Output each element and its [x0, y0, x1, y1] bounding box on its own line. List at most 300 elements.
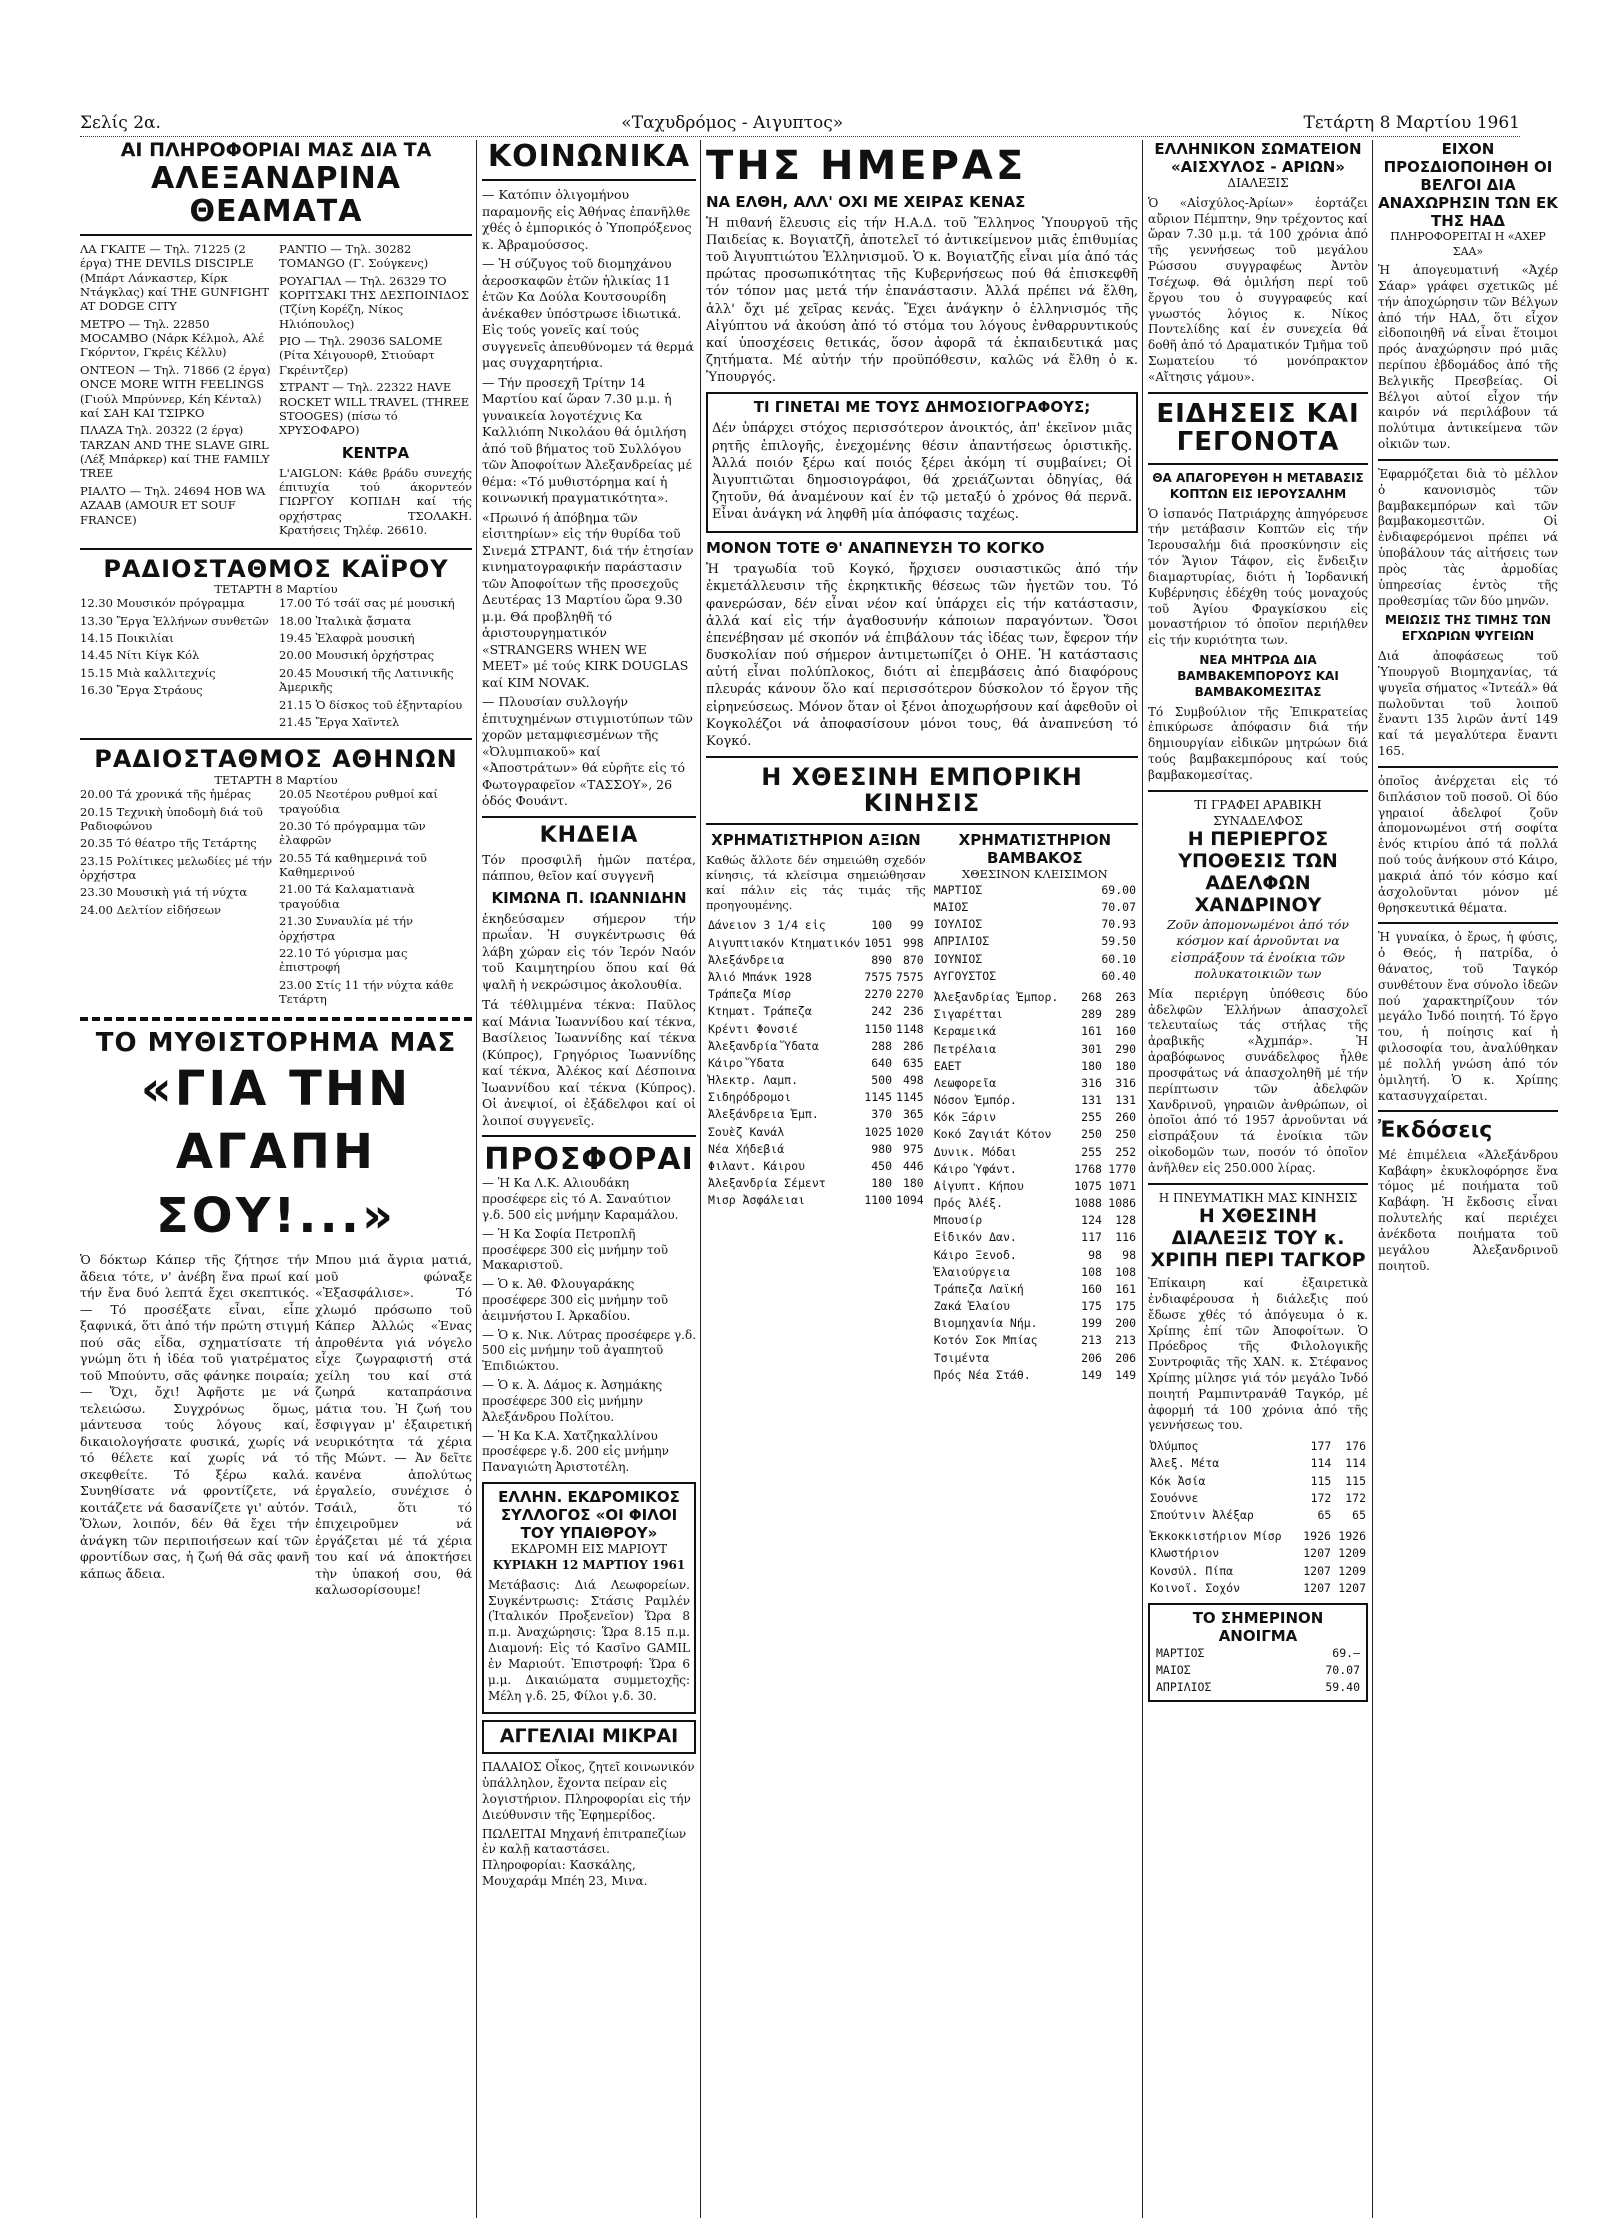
cotton-row — [932, 951, 1138, 968]
row-value: 2270 — [864, 987, 893, 1002]
stock-row — [706, 1038, 926, 1055]
row-value: 242 — [871, 1004, 893, 1019]
stock-row — [706, 1003, 926, 1020]
lead-headline: ΝΑ ΕΛΘΗ, ΑΛΛ' ΟΧΙ ΜΕ ΧΕΙΡΑΣ ΚΕΝΑΣ — [706, 192, 1026, 211]
row-label: Ἀλεξανδρία Ὕδατα — [708, 1038, 819, 1053]
arab-text: Μία περιέργη ὑπόθεσις δύο ἀδελφῶν Ἑλλήνων ἀπασχολεῖ τελευταίως τάς στήλας τῆς ἀραβικῆς «Ἀχμπάρ». Ἡ ἀραβόφωνος συνάδελφος ἦλθε προσφάτως νά ἀπασχοληθῆ μέ τήν περίπτωσιν τῶν ἀδελφῶν Χανδρινοῦ, γηραιῶν ἀνθρώπων, οἱ ὁποῖοι ἀπό τό 1957 ἀρνοῦνται νά εἰσπράξουν τά ἐνοίκια τῶν οἰκοδομῶν των, ποσόν τό ὁποῖον ἀνῆλθεν εἰς 250.000 λίρας. — [1148, 986, 1368, 1175]
radio-program: 14.45 Νίτι Κίγκ Κόλ — [80, 648, 200, 663]
row-value: 98 — [1122, 1247, 1136, 1262]
row-value: 60.10 — [1101, 951, 1136, 966]
divider — [1378, 922, 1558, 924]
cotton-row — [932, 916, 1138, 933]
shares-table-2 — [1148, 1438, 1368, 1524]
stock-row — [706, 952, 926, 969]
share-row — [932, 1092, 1138, 1109]
row-value: 160 — [1081, 1281, 1102, 1296]
row-value: 252 — [1115, 1144, 1136, 1159]
row-value: 1770 — [1108, 1161, 1136, 1176]
row-value: 870 — [902, 952, 924, 967]
row-label: Κάιρο Ὑφάντ. — [933, 1161, 1017, 1176]
row-label: Σπούτνιν Ἀλέξαρ — [1150, 1507, 1254, 1522]
row-label: ΑΥΓΟΥΣΤΟΣ — [933, 968, 997, 983]
row-label: Αἰγυπτ. Κήπου — [933, 1178, 1024, 1193]
share-row — [932, 1298, 1138, 1315]
offers-heading: ΠΡΟΣΦΟΡΑΙ — [484, 1142, 694, 1178]
row-label: Νόσον Ἐμπόρ. — [933, 1093, 1017, 1108]
row-label: Κάιρο Ὕδατα — [708, 1055, 785, 1070]
commerce-heading: Η ΧΘΕΣΙΝΗ ΕΜΠΟΡΙΚΗ ΚΙΝΗΣΙΣ — [761, 763, 1083, 818]
row-value: 131 — [1115, 1093, 1136, 1108]
row-value: 114 — [1345, 1456, 1366, 1471]
share-row — [932, 1367, 1138, 1384]
divider — [482, 179, 696, 181]
divider — [1148, 463, 1368, 465]
divider — [1378, 1110, 1558, 1112]
divider — [80, 234, 472, 236]
share-row — [1148, 1563, 1368, 1580]
divider — [1148, 790, 1368, 792]
share-row — [932, 989, 1138, 1006]
column-news — [1148, 140, 1368, 2218]
radio-program: 23.15 Ρολίτικες μελωδίες μέ τήν ὀρχήστρα — [80, 853, 273, 882]
stock-row — [706, 1021, 926, 1038]
row-value: 70.07 — [1101, 900, 1136, 915]
row-label: Κόκ Ξάριν — [933, 1110, 997, 1125]
row-value: 115 — [1345, 1473, 1366, 1488]
row-label: Ζακά Ἐλαίου — [933, 1299, 1010, 1314]
share-row — [932, 1195, 1138, 1212]
row-value: 1145 — [864, 1090, 893, 1105]
classifieds-heading: ΑΓΓΕΛΙΑΙ ΜΙΚΡΑΙ — [499, 1725, 679, 1748]
row-value: 289 — [1115, 1007, 1136, 1022]
shares-table — [932, 989, 1138, 1384]
journalists-headline: ΤΙ ΓΙΝΕΤΑΙ ΜΕ ΤΟΥΣ ΔΗΜΟΣΙΟΓΡΑΦΟΥΣ; — [753, 398, 1091, 417]
cinema-listing: ΡΙΟ — Τηλ. 29036 SALOME (Ρίτα Χέιγουορθ, Στιούαρτ Γκρέιντζερ) — [279, 334, 443, 377]
row-value: 180 — [1081, 1058, 1102, 1073]
offer-item: — Ἡ Κα Λ.Κ. Αλιουδάκη προσέφερε εἰς τό Α. Σαναύτιον γ.δ. 500 εἰς μνήμην Καραμάλου. — [482, 1176, 679, 1222]
row-value: 1150 — [864, 1021, 893, 1036]
classifieds-box — [482, 1720, 696, 1754]
funeral-heading: ΚΗΔΕΙΑ — [539, 822, 639, 848]
share-row — [1148, 1438, 1368, 1455]
radio-program: 21.00 Τά Καλαματιανὰ τραγούδια — [279, 882, 415, 911]
row-value: 59.40 — [1325, 1680, 1360, 1695]
row-label: Ἀλεξανδρία Σέμεντ — [708, 1176, 826, 1191]
row-value: 175 — [1115, 1299, 1136, 1314]
radio-program: 20.30 Τό πρόγραμμα τῶν ἐλαφρῶν — [279, 818, 426, 848]
row-label: Κεραμεικά — [933, 1024, 997, 1039]
row-value: 128 — [1115, 1213, 1136, 1228]
cinema-listings — [80, 242, 472, 542]
stocks-section — [706, 831, 926, 1384]
radio-cairo-schedule — [80, 596, 472, 732]
row-value: 365 — [902, 1107, 924, 1122]
row-label: Τσιμέντα — [933, 1350, 990, 1365]
divider — [1148, 392, 1368, 394]
row-value: 980 — [871, 1141, 893, 1156]
row-label: ΙΟΥΛΙΟΣ — [933, 917, 983, 932]
radio-cairo-right — [279, 596, 472, 732]
row-value: 255 — [1081, 1144, 1102, 1159]
stock-row — [706, 986, 926, 1003]
radio-cairo-day: ΤΕΤΑΡΤΗ 8 Μαρτίου — [214, 581, 338, 596]
row-value: 289 — [1081, 1007, 1102, 1022]
social-notes — [482, 187, 696, 810]
share-row — [1148, 1455, 1368, 1472]
offer-item: — Ὁ κ. Ἀθ. Φλουγαράκης προσέφερε 300 εἰς μνήμην τοῦ ἀειμνήστου Ι. Ἀρκαδίου. — [482, 1277, 668, 1323]
share-row — [932, 1126, 1138, 1143]
row-value: 635 — [902, 1055, 924, 1070]
row-label: ΜΑΙΟΣ — [933, 900, 969, 915]
row-value: 250 — [1081, 1127, 1102, 1142]
row-value: 149 — [1115, 1367, 1136, 1382]
arab-continued: ὁποῖος ἀνέρχεται εἰς τό διπλάσιον τοῦ ποσοῦ. Οἱ δύο γηραιοί ἀδελφοί ζοῦν ἀπομονωμένοι στή σοφίτα ἑνός κτιρίου ἀπό τά πολλά πού τούς ἀνήκουν στό Κάιρο, μακριά ἀπό τόν κόσμο καί ἀσχολοῦνται μόνον μέ θρησκευτικά θέματα. — [1378, 773, 1558, 915]
radio-program: 15.15 Μιὰ καλλιτεχνίς — [80, 665, 216, 680]
divider — [80, 738, 472, 740]
classified-ad: ΠΑΛΑΙΟΣ Οἶκος, ζητεῖ κοινωνικόν ὑπάλληλον, ἔχοντα πείραν εἰς λογιστήριον. Πληροφορίαι εἰς τήν Διεύθυνσιν τῆς Ἐφημερίδος. — [482, 1760, 695, 1822]
cinema-listing: ΡΑΝΤΙΟ — Τηλ. 30282 TOMANGO (Γ. Σούγκενς) — [279, 241, 429, 271]
row-value: 180 — [871, 1176, 893, 1191]
row-label: ΜΑΙΟΣ — [1156, 1663, 1191, 1678]
today-box — [1148, 1603, 1368, 1703]
books-heading: Ἐκδόσεις — [1378, 1118, 1493, 1144]
divider — [1148, 1183, 1368, 1185]
row-value: 2270 — [896, 987, 924, 1002]
cotton-row — [932, 933, 1138, 950]
row-value: 1209 — [1338, 1546, 1366, 1561]
row-value: 69.00 — [1101, 882, 1136, 897]
row-value: 1020 — [896, 1124, 924, 1139]
share-row — [932, 1041, 1138, 1058]
row-value: 206 — [1115, 1350, 1136, 1365]
cinema-listing: ΠΛΑΖΑ Τηλ. 20322 (2 έργα) TARZAN AND THE SLAVE GIRL (Λέξ Μπάρκερ) καί THE FAMILY TREE — [80, 423, 270, 481]
divider — [482, 1135, 696, 1137]
spirit-text: Ἐπίκαιρη καί ἐξαιρετικὰ ἐνδιαφέρουσα ἡ διάλεξις πού ἔδωσε χθές τό ἀπόγευμα ὁ κ. Χρίπης ἐπί τῶν Ἀποφοίτων. Ὁ Πρόεδρος τῆς Φιλολογικῆς Συντροφιᾶς τῆς ΧΑΝ. κ. Στέφανος Χρίπης μίλησε γιά τόν μεγάλο Ἰνδό ποιητή Ραμπιντρανάθ Ταγκόρ, μέ ἀφορμή τά 100 χρόνια ἀπό τῆς γεννήσεως του. — [1148, 1276, 1368, 1433]
row-value: 998 — [902, 935, 924, 950]
radio-program: 20.55 Τά καθημερινά τοῦ Καθημερινού — [279, 850, 427, 879]
excursion-box — [482, 1482, 696, 1714]
row-label: Σιγαρέτται — [933, 1007, 1003, 1022]
radio-program: 20.45 Μουσική τῆς Λατινικῆς Ἀμερικῆς — [279, 665, 454, 695]
row-label: Ἀλιό Μπάνκ 1928 — [708, 970, 812, 984]
social-note: — Κατόπιν ὀλιγομήνου παραμονῆς εἰς Ἀθήνας ἐπανῆλθε χθές ὁ ἐμπορικός ὁ Ὑποπρόξενος κ. Ἀβραμούσσος. — [482, 187, 692, 252]
row-value: 180 — [902, 1176, 924, 1191]
row-value: 161 — [1081, 1024, 1102, 1039]
row-value: 500 — [871, 1073, 893, 1088]
shows-headline: ΑΛΕΞΑΝΔΡΙΝΑ ΘΕΑΜΑΤΑ — [151, 160, 401, 229]
kentra-text: L'AIGLON: Κάθε βράδυ συνεχής έπιτυχία τού άκορντεόν ΓΙΩΡΓΟΥ ΚΟΠΙΔΗ καί τής ορχήστρας ΤΣΟΛΑΚΗ. Κρατήσεις Τηλέφ. 26610. — [279, 465, 472, 538]
radio-program: 20.15 Τεχνικὴ ὑποδομὴ διά τοῦ Ραδιοφώνου — [80, 804, 263, 833]
row-label: Ἀλεξάνδρεια Ἐμπ. — [708, 1107, 819, 1122]
society-sub: ΔΙΑΛΕΞΙΣ — [1227, 176, 1289, 190]
funeral-intro: Τόν προσφιλῆ ἡμῶν πατέρα, πάππου, θεῖον καί συγγενῆ — [482, 851, 696, 884]
today-heading: ΤΟ ΣΗΜΕΡΙΝΟΝ ΑΝΟΙΓΜΑ — [1192, 1608, 1324, 1645]
row-value: 263 — [1115, 990, 1136, 1004]
row-label: Κοινοῖ. Σοχόν — [1150, 1580, 1241, 1595]
divider — [1378, 766, 1558, 768]
radio-athens-left — [80, 787, 273, 1009]
share-row — [932, 1350, 1138, 1367]
cotton-section — [932, 831, 1138, 1384]
row-label: Τράπεζα Μίσρ — [708, 987, 792, 1002]
prices-text: Διά ἀποφάσεως τοῦ Ὑπουργοῦ Βιομηχανίας, τά ψυγεῖα σήματος «Ἰντεάλ» θά πωλοῦνται τοῦ λοιποῦ ἔναντι 135 λιρῶν ἀντί 149 καί τά μεγαλύτερα ἔναντι 165. — [1378, 649, 1558, 759]
row-label: Μπουσίρ — [933, 1213, 983, 1228]
row-value: 177 — [1310, 1439, 1332, 1454]
kogo-text: Ἡ τραγωδία τοῦ Κογκό, ἤρχισεν ουσιαστικῶς ἀπό τήν ἐκμετάλλευσιν τῆς ἐκρηκτικῆς θέσεως τῶν ἠγετῶν του. Τό φανερώσαν, δέν εἶναι νέον καί ὑπάρχει εἰς τήν κατάστασιν, ἀλλά καί εἰς τήν ἀγαθοσυνήν κάποιων παραγόντων. Ὅσοι ἐπενέβησαν μέ σκοπόν νά ἐπιβάλουν τάς ἰδέας των, ἔφερον τήν δυσκολίαν πού σήμερον ἀντιμετωπίζει ὁ ΟΗΕ. Ἡ κατάστασις αὐτή εἶναι πολύπλοκος, διότι αἱ ἐπεμβάσεις ἀπό διαφόρους πλευράς κάνουν ὅλο καί περισσότερον δύσκολον τό ἔργον τῆς εἰρηνεύσεως. Μόνον ὅταν οἱ ξένοι ἀποχωρήσουν καί ἀφεθοῦν οἱ Κογκολέζοι νά ἀποφασίσουν μόνοι τους, θά ἀναπνεύση τό Κογκό. — [706, 562, 1138, 749]
row-label: Ἀλεξανδρίας Ἐμπορ. — [933, 990, 1059, 1004]
column-rule — [1142, 140, 1143, 2218]
share-row — [1148, 1545, 1368, 1562]
row-label: ΜΑΡΤΙΟΣ — [933, 882, 983, 897]
row-value: 175 — [1081, 1299, 1102, 1314]
today-row — [1154, 1645, 1362, 1662]
radio-program: 23.00 Στίς 11 τήν νύχτα κάθε Τετάρτη — [279, 977, 454, 1006]
radio-program: 19.45 Ἐλαφρὰ μουσική — [279, 631, 415, 646]
radio-program: 21.45 Ἔργα Χαϊντελ — [279, 714, 400, 729]
row-label: Μισρ Ἀσφάλειαι — [708, 1193, 805, 1208]
row-value: 213 — [1081, 1333, 1102, 1348]
news2-headline: ΝΕΑ ΜΗΤΡΩΑ ΔΙΑ ΒΑΜΒΑΚΕΜΠΟΡΟΥΣ ΚΑΙ ΒΑΜΒΑΚΟΜΕΣΙΤΑΣ — [1177, 653, 1339, 699]
market-tables — [706, 831, 1138, 1384]
row-value: 316 — [1081, 1075, 1102, 1090]
row-value: 108 — [1115, 1264, 1136, 1279]
row-value: 213 — [1115, 1333, 1136, 1348]
offer-item: — Ὁ κ. Ἀ. Δάμος κ. Ἀσημάκης προσέφερε 300 εἰς μνήμην Ἀλεξάνδρου Πολίτου. — [482, 1378, 663, 1424]
novel-text-left: Ὁ δόκτωρ Κάπερ τῆς ζήτησε τήν ἄδεια τότε, ν' ἀνέβη ἕνα πρωί καί τήν ἔνα δυό λεπτά ἔχει σκεπτικός. — Τό προσέξατε εἶναι, εἶπε ξαφνικά, ὅτι ἀπό τήν πρώτη στιγμή πού σᾶς εἶδα, σχηματίσατε τή γνώμη ὅτι ἡ ἰδέα τοῦ γιατρέματος τοῦ Μπούντυ, σᾶς φάνηκε ποιραία; — Ὄχι, ὄχι! Ἀφῆστε με νά τελειώσω. Συγχρόνως ὅμως, μάντευσα τούς λόγους καί, δικαιολογήσατε φυσικά, χωρίς νά τό θέλετε καί χωρίς νά τό σκεφθείτε. Τό ξέρω καλά. Συνηθίσατε νά φροντίζετε, νά κοιτάζετε νά δασανίζετε γι' αὐτόν. Ὅλων, λοιπόν, δέν θά ἔχει τήν ἀνάγκη τῶν περιποιήσεων καί τῶν φροντίδων σας, ἡ ζωή θά σᾶς φανῆ κάπως ἄδεια. — [80, 1252, 310, 1581]
row-value: 316 — [1115, 1075, 1136, 1090]
row-value: 108 — [1081, 1264, 1102, 1279]
row-value: 236 — [902, 1004, 924, 1019]
row-value: 115 — [1310, 1473, 1332, 1488]
shows-kicker: ΑΙ ΠΛΗΡΟΦΟΡΙΑΙ ΜΑΣ ΔΙΑ ΤΑ — [120, 140, 432, 161]
radio-program: 23.30 Μουσικὴ γιά τή νύχτα — [80, 885, 248, 900]
stock-row — [706, 1175, 926, 1192]
row-value: 7575 — [864, 970, 893, 984]
row-value: 172 — [1310, 1490, 1332, 1505]
row-value: 99 — [909, 918, 924, 933]
stock-row — [706, 1141, 926, 1158]
share-row — [932, 1178, 1138, 1195]
offers-list — [482, 1176, 696, 1476]
radio-program: 16.30 Ἔργα Στράους — [80, 683, 203, 698]
row-label: Αιγυπτιακόν Κτηματικόν — [708, 935, 861, 950]
row-value: 65 — [1352, 1507, 1366, 1522]
stocks-table — [706, 917, 926, 1209]
radio-program: 18.00 Ἰταλικὰ ᾄσματα — [279, 613, 412, 628]
excursion-date: ΚΥΡΙΑΚΗ 12 ΜΑΡΤΙΟΥ 1961 — [492, 1557, 686, 1572]
radio-cairo-heading: ΡΑΔΙΟΣΤΑΘΜΟΣ ΚΑΪΡΟΥ — [103, 554, 449, 583]
news-continued: Ἐφαρμόζεται διὰ τὸ μέλλον ὁ κανονισμὸς τῶν βαμβακεμπόρων καὶ τῶν βαμβακομεσιτῶν. Οἱ ἐνδιαφερόμενοι πρέπει νά ὑποβάλουν τάς αἰτήσεις των πρὸς τὰς ἀρμοδίας ὑπηρεσίας ἐντὸς τῆς προθεσμίας τῶν δύο μηνῶν. — [1378, 466, 1558, 608]
share-row — [932, 1109, 1138, 1126]
row-value: 70.93 — [1101, 917, 1136, 932]
row-value: 131 — [1081, 1093, 1102, 1108]
row-value: 1926 — [1338, 1529, 1366, 1544]
belgians-text: Ἡ ἀπογευματινή «Ἀχέρ Σάαρ» γράφει σχετικῶς μέ τήν ἀποχώρησιν τῶν Βέλγων ἀπό τήν ΗΑΔ, ὅτι εἶχον εἰδοποιηθῆ νά εἶναι ἕτοιμοι πρός ἀναχώρησιν πρό μιᾶς περίπου ἐβδομάδος ἀπό τῆς Βελγικῆς Πρεσβείας. Οἱ Βέλγοι αὐτοί εἶχον τήν καιρόν νά περιλάβουν τά πολύτιμα ἀντικείμενα τῶν οἰκιῶν των. — [1378, 263, 1558, 452]
offer-item: — Ἡ Κα Κ.Α. Χατζηκαλλίνου προσέφερε γ.δ. 200 εἰς μνήμην Παναγιώτη Ἀριστοτέλη. — [482, 1428, 669, 1475]
radio-athens-heading: ΡΑΔΙΟΣΤΑΘΜΟΣ ΑΘΗΝΩΝ — [94, 745, 458, 774]
society-heading: ΕΛΛΗΝΙΚΟΝ ΣΩΜΑΤΕΙΟΝ «ΑΙΣΧΥΛΟΣ - ΑΡΙΩΝ» — [1154, 140, 1362, 176]
row-label: ΜΑΡΤΙΟΣ — [1156, 1645, 1205, 1660]
cotton-row — [932, 899, 1138, 916]
row-label: Λεωφορεῖα — [933, 1075, 997, 1090]
share-row — [1148, 1528, 1368, 1545]
row-value: 1025 — [864, 1124, 893, 1139]
row-value: 65 — [1317, 1507, 1332, 1522]
row-value: 161 — [1115, 1281, 1136, 1296]
row-label: Φιλαντ. Κάιρου — [708, 1158, 805, 1173]
cotton-heading: ΧΡΗΜΑΤΙΣΤΗΡΙΟΝ ΒΑΜΒΑΚΟΣ — [958, 830, 1112, 867]
stock-row — [706, 1124, 926, 1141]
kentra-heading: ΚΕΝΤΡΑ — [341, 443, 410, 462]
cinema-listing: ΡΙΑΛΤΟ — Τηλ. 24694 HOB WA AZAAB (AMOUR ET SOUF FRANCE) — [80, 483, 266, 527]
classifieds-list — [482, 1760, 696, 1890]
funeral-family: Τά τέθλιμμένα τέκνα: Παῦλος καί Μάνια Ἰωαννίδου καί τέκνα, Βασίλειος Ἰωαννίδης καί τέκνα (Κύπρος), Γρηγόριος Ἰωαννίδης καί τέκνα, Ἀλέκος καί Δέσποινα Ἰωαννίδου καί τέκνα (Κύπρος). Οἱ ἀνεψιοί, οἱ ἐξάδελφοι καί οἱ λοιποί συγγενεῖς. — [482, 997, 696, 1128]
lead-text: Ἡ πιθανή ἔλευσις εἰς τήν Η.Α.Δ. τοῦ Ἕλληνος Ὑπουργοῦ τῆς Παιδείας κ. Βογιατζῆ, ἀποτελεῖ τό ἀντικείμενον μιᾶς ἐπιθυμίας τοῦ Ἀιγυπτιώτου Ἑλληνισμοῦ. Ὁ κ. Βογιατζῆς εἶναι μία ἀπό τάς πρώτας προσωπικότητας τῆς Κυβερνήσεως πού θά ἐπισκεφθῆ τόν τόπον μας μετά τήν ἐπανάστασιν. Ἀλλά πρέπει νά ἔλθη, ἀλλ' ὄχι μέ χεῖρας κενάς. Ἔχει ἀνάγκην ὁ ἑλληνισμός τῆς Αἰγύπτου νά ἀκούση ἀπό τό στόμα του λόγους ἐνθαρρυντικούς καί ὑποσχέσεις θετικάς, ὅσον ἀφορᾶ τά ἐκπαιδευτικά μας ζητήματα. Μέ αὐτήν τήν προϋπόθεσιν, καλῶς νά ἔλθη ὁ κ. Ὑπουργός. — [706, 215, 1138, 386]
share-row — [932, 1229, 1138, 1246]
row-value: 160 — [1115, 1024, 1136, 1039]
row-label: Ἐκκοκκιστήριον Μίσρ — [1150, 1529, 1282, 1544]
cotton-row — [932, 968, 1138, 985]
stock-row — [706, 1192, 926, 1209]
spirit-continued: Ἡ γυναίκα, ὁ ἔρως, ἡ φύσις, ὁ Θεός, ἡ πατρίδα, ὁ θάνατος, τοῦ Ταγκόρ συνθέτουν ἕνα σύνολο ἰδεῶν πού χαρακτηρίζουν τόν μεγάλο Ἰνδό ποιητή. Τό ἔργο του, ἡ ποίησις καί ἡ φιλοσοφία του, ἀναλύθηκαν μέ πολλή γνώση ἀπό τόν ὁμιλητή. Ὁ κ. Χρίπης κατασυγχαίρεται. — [1378, 930, 1558, 1103]
row-value: 1086 — [1108, 1196, 1136, 1211]
row-value: 1148 — [896, 1021, 924, 1036]
page-header — [80, 110, 1520, 137]
row-value: 98 — [1088, 1247, 1102, 1262]
row-value: 199 — [1081, 1316, 1102, 1331]
divider — [706, 756, 1138, 758]
row-label: Ὀλύμπος — [1150, 1439, 1199, 1454]
row-value: 1207 — [1303, 1563, 1331, 1578]
column-rule — [700, 140, 701, 2218]
row-value: 260 — [1115, 1110, 1136, 1125]
column-social — [482, 140, 696, 2218]
share-row — [932, 1075, 1138, 1092]
share-row — [932, 1144, 1138, 1161]
row-value: 59.50 — [1101, 934, 1136, 949]
column-right — [1378, 140, 1558, 2218]
row-label: ΕΑΕΤ — [933, 1058, 962, 1073]
radio-athens-day: ΤΕΤΑΡΤΗ 8 Μαρτίου — [214, 772, 338, 787]
row-value: 370 — [871, 1107, 893, 1122]
row-label: Δάνειον 3 1/4 εἰς — [708, 918, 826, 933]
radio-program: 14.15 Ποικιλίαι — [80, 631, 174, 646]
funeral-name: ΚΙΜΩΝΑ Π. ΙΩΑΝΝΙΔΗΝ — [491, 888, 687, 907]
radio-program: 12.30 Μουσικόν πρόγραμμα — [80, 596, 245, 611]
cinema-listing: ΣΤΡΑΝΤ — Τηλ. 22322 HAVE ROCKET WILL TRAVEL (THREE STOOGES) (πίσω τό ΧΡΥΣΟΦΑΡΟ) — [279, 380, 470, 438]
row-value: 7575 — [896, 970, 924, 984]
social-note: — Τήν προσεχῆ Τρίτην 14 Μαρτίου καί ὥραν 7.30 μ.μ. ἡ γυναικεία λογοτέχνις Κα Καλλιόπη Νικολάου θά ὁμιλήση ἀπό τοῦ βήματος τοῦ Συλλόγου τῶν Ἀποφοίτων Ἀλεξανδρείας μέ θέμα: «Τό μυθιστόρημα καί ἡ κοινωνική πραγματικότητα». — [482, 374, 692, 505]
divider — [80, 1017, 472, 1021]
row-value: 1088 — [1074, 1196, 1102, 1211]
radio-athens-right — [279, 787, 472, 1009]
stock-row — [706, 1106, 926, 1123]
row-value: 1071 — [1108, 1178, 1136, 1193]
row-value: 1051 — [864, 935, 893, 950]
paper-name: «Ταχυδρόμος - Αιγυπτος» — [621, 113, 844, 133]
row-value: 114 — [1310, 1456, 1332, 1471]
row-label: Κοτόν Σοκ Μπίας — [933, 1333, 1038, 1348]
row-value: 1926 — [1303, 1529, 1331, 1544]
column-editorials — [706, 140, 1138, 2218]
cinema-listing: ΟΝΤΕΟΝ — Τηλ. 71866 (2 έργα) ONCE MORE WITH FEELINGS (Γιούλ Μπρύννερ, Κέη Κένταλ) καί ΣΑΗ ΚΑΙ ΤΣΙΡΚΟ — [80, 362, 271, 420]
row-value: 176 — [1345, 1439, 1366, 1454]
row-label: Βιομηχανία Νήμ. — [933, 1316, 1038, 1331]
row-label: Κλωστήριον — [1150, 1546, 1220, 1561]
row-value: 1094 — [896, 1193, 924, 1208]
cinema-listing: ΡΟΥΑΓΙΑΛ — Τηλ. 26329 ΤΟ ΚΟΡΙΤΣΑΚΙ ΤΗΣ ΔΕΣΠΟΙΝΙΔΟΣ (Τζίνη Κορέζη, Νίκος Ηλιόπουλος) — [279, 273, 469, 331]
row-value: 60.40 — [1101, 968, 1136, 983]
row-value: 200 — [1115, 1316, 1136, 1331]
share-row — [932, 1315, 1138, 1332]
sector-table — [1148, 1528, 1368, 1597]
cinema-list-right-items — [279, 242, 472, 438]
share-row — [932, 1058, 1138, 1075]
spirit-kicker: Η ΠΝΕΥΜΑΤΙΚΗ ΜΑΣ ΚΙΝΗΣΙΣ — [1158, 1190, 1358, 1205]
today-row — [1154, 1679, 1362, 1696]
row-label: Νέα Χήδεβιά — [708, 1141, 785, 1156]
row-value: 450 — [871, 1158, 893, 1173]
novel-kicker: ΤΟ ΜΥΘΙΣΤΟΡΗΜΑ ΜΑΣ — [95, 1028, 457, 1059]
share-row — [932, 1212, 1138, 1229]
radio-program: 21.30 Συναυλία μέ τήν ὀρχήστρα — [279, 914, 413, 943]
radio-program: 13.30 Ἔργα Ἑλλήνων συνθετῶν — [80, 613, 269, 628]
radio-program: 24.00 Δελτίον εἰδήσεων — [80, 902, 222, 917]
row-label: Σουὲζ Κανάλ — [708, 1124, 785, 1139]
row-label: Πρός Νέα Στάθ. — [933, 1367, 1031, 1382]
news2-text: Τό Συμβούλιον τῆς Ἐπικρατείας ἐπικύρωσε ἀπόφασιν διά τήν δημιουργίαν εἰδικῶν μητρώων διά τούς βαμβακεμπόρους καί τούς βαμβακομεσίτας. — [1148, 704, 1368, 782]
row-label: Ἀλεξ. Μέτα — [1150, 1456, 1220, 1471]
stock-row — [706, 917, 926, 934]
row-value: 286 — [902, 1038, 924, 1053]
cotton-subheading: ΧΘΕΣΙΝΟΝ ΚΛΕΙΣΙΜΟΝ — [962, 866, 1108, 881]
row-value: 149 — [1081, 1367, 1102, 1382]
row-value: 69.— — [1332, 1645, 1360, 1660]
row-value: 1207 — [1338, 1580, 1366, 1595]
column-rule — [1372, 140, 1373, 2218]
row-value: 116 — [1115, 1230, 1136, 1245]
stock-row — [706, 1158, 926, 1175]
radio-program: 20.35 Τό θέατρο τῆς Τετάρτης — [80, 836, 257, 851]
cotton-row — [932, 882, 1138, 899]
cinema-listing: ΛΑ ΓΚΑΙΤΕ — Τηλ. 71225 (2 έργα) THE DEVILS DISCIPLE (Μπάρτ Λάνκαστερ, Κίρκ Ντάγκλας) καί THE GUNFIGHT AT DODGE CITY — [80, 241, 270, 314]
row-value: 975 — [902, 1141, 924, 1156]
radio-cairo-left — [80, 596, 273, 732]
share-row — [1148, 1473, 1368, 1490]
books-text: Μέ ἐπιμέλεια «Ἀλεξάνδρου Καβάφη» ἐκυκλοφόρησε ἕνα τόμος μέ ποιήματα τοῦ Καβάφη. Ἡ ἔκδοσις εἶναι πολυτελής καί περιέχει ἀνέκδοτα ποιήματα τοῦ μεγάλου Ἀλεξανδρινοῦ ποιητοῦ. — [1378, 1147, 1558, 1273]
row-label: Σουόννε — [1150, 1490, 1199, 1505]
radio-athens-schedule — [80, 787, 472, 1009]
cinema-list-right — [279, 242, 472, 542]
share-row — [932, 1264, 1138, 1281]
belgians-headline: ΕΙΧΟΝ ΠΡΟΣΔΙΟΠΟΙΗΘΗ ΟΙ ΒΕΛΓΟΙ ΔΙΑ ΑΝΑΧΩΡΗΣΙΝ ΤΩΝ ΕΚ ΤΗΣ ΗΑΔ — [1378, 140, 1558, 230]
row-label: Κόκ Ἀσία — [1150, 1473, 1206, 1488]
row-value: 290 — [1115, 1041, 1136, 1056]
row-value: 1207 — [1303, 1546, 1331, 1561]
cinema-listing: ΜΕΤΡΟ — Τηλ. 22850 MOCAMBO (Νάρκ Κέλμολ, Αλέ Γκόρντον, Γκρέις Κέλλυ) — [80, 316, 265, 360]
row-value: 1209 — [1338, 1563, 1366, 1578]
share-row — [1148, 1507, 1368, 1524]
stock-row — [706, 1072, 926, 1089]
row-label: Εἰδικόν Δαν. — [933, 1230, 1017, 1245]
radio-program: 20.05 Νεοτέρου ρυθμοί καί τραγούδια — [279, 787, 438, 816]
row-value: 1075 — [1074, 1178, 1102, 1193]
stocks-heading: ΧΡΗΜΑΤΙΣΤΗΡΙΟΝ ΑΞΙΩΝ — [711, 830, 921, 849]
row-value: 640 — [871, 1055, 893, 1070]
row-value: 172 — [1345, 1490, 1366, 1505]
cotton-table — [932, 882, 1138, 985]
row-label: ΑΠΡΙΛΙΟΣ — [933, 934, 990, 949]
